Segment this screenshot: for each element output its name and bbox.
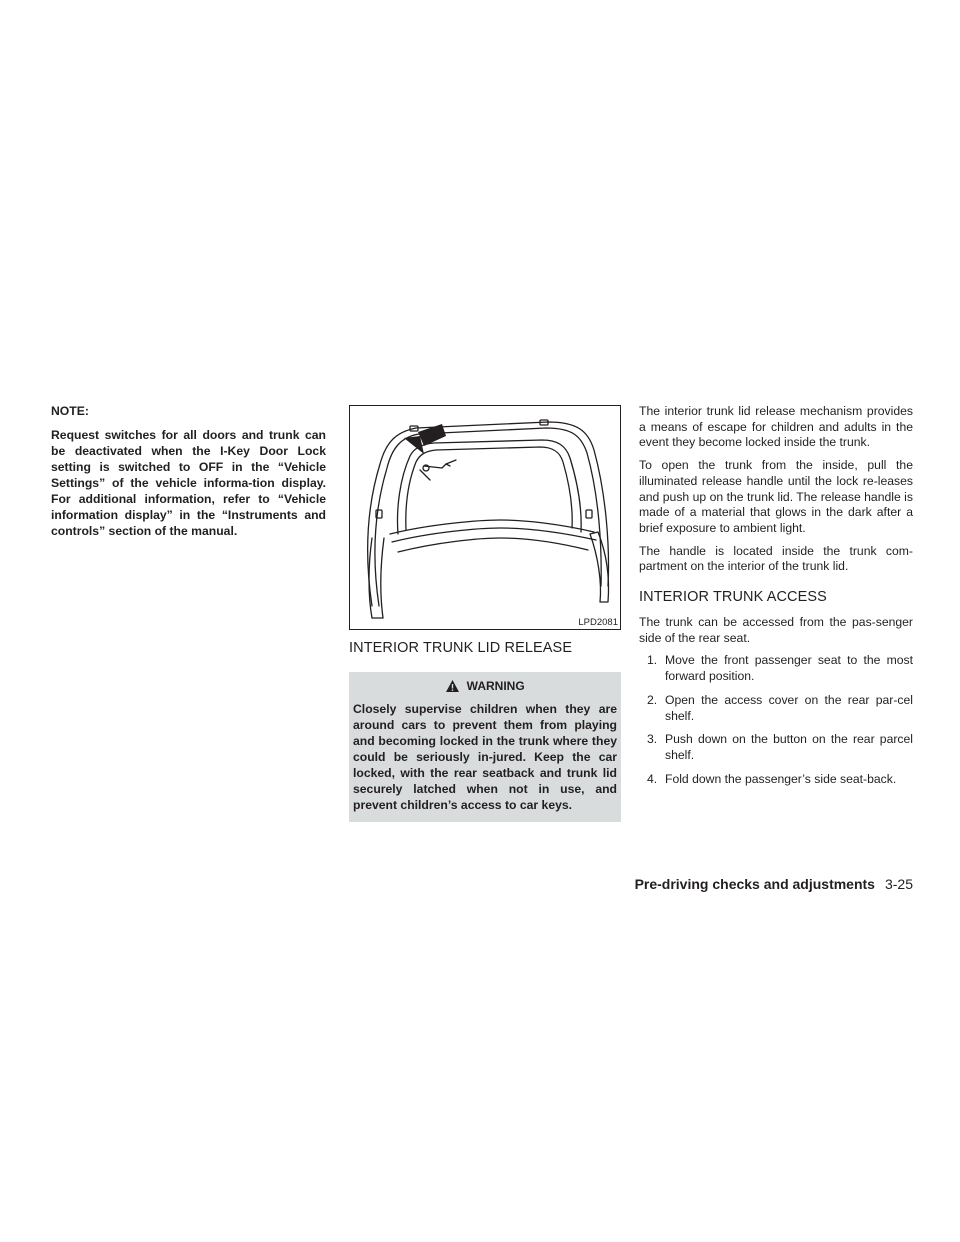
- paragraph-trunk-access-intro: The trunk can be accessed from the pas-senger side of the rear seat.: [639, 615, 913, 645]
- step-number: 4.: [647, 771, 658, 786]
- step-number: 3.: [647, 732, 658, 747]
- page-number: 3-25: [884, 876, 913, 892]
- middle-column: [349, 405, 621, 822]
- note-body: Request switches for all doors and trunk can be deactivated when the I-Key Door Lock setting is switched to OFF in the “Vehicle Settings” of the vehicle informa-tion display. For additional information, refer to “Vehicle information display” in the “Instruments and controls” section of the manual.: [51, 428, 326, 538]
- trunk-lid-figure: [349, 405, 621, 630]
- warning-label: WARNING: [466, 679, 525, 693]
- list-item: [639, 693, 913, 724]
- access-steps-list: [639, 653, 913, 787]
- list-item: [639, 732, 913, 763]
- right-column: [639, 404, 913, 795]
- note-block: [51, 404, 326, 539]
- step-number: 2.: [647, 692, 658, 707]
- warning-text: Closely supervise children when they are around cars to prevent them from playing and becoming locked in the trunk where they could be seriously in-jured. Keep the car locked, with the rear seatback and trunk lid securely latched when not in use, and prevent children’s access to car keys.: [353, 702, 617, 812]
- paragraph-handle-location: The handle is located inside the trunk com-partment on the interior of the trunk lid.: [639, 543, 913, 574]
- list-item: [639, 653, 913, 684]
- paragraph-open-trunk: To open the trunk from the inside, pull the illuminated release handle until the lock re-leases and push up on the trunk lid. The release handle is made of a material that glows in the dark after a brief exposure to ambient light.: [639, 458, 913, 535]
- list-item: [639, 772, 913, 788]
- warning-header: [353, 679, 617, 693]
- footer-section-title: Pre-driving checks and adjustments: [634, 876, 875, 892]
- figure-code: LPD2081: [578, 617, 618, 628]
- warning-triangle-icon: [445, 679, 460, 693]
- section-heading-trunk-lid-release: INTERIOR TRUNK LID RELEASE: [349, 640, 573, 656]
- section-heading-trunk-access: INTERIOR TRUNK ACCESS: [639, 589, 827, 606]
- paragraph-release-mechanism: The interior trunk lid release mechanism provides a means of escape for children and adults in the event they become locked inside the trunk.: [639, 404, 913, 450]
- step-number: 1.: [647, 653, 658, 668]
- step-text: Move the front passenger seat to the most forward position.: [665, 653, 913, 684]
- warning-box: [349, 672, 621, 822]
- page-footer: [635, 876, 913, 892]
- step-text: Fold down the passenger’s side seat-back.: [665, 771, 897, 786]
- step-text: Push down on the button on the rear parcel shelf.: [665, 732, 913, 762]
- note-title: NOTE:: [51, 404, 89, 418]
- trunk-lid-illustration: [350, 406, 620, 629]
- step-text: Open the access cover on the rear par-cel shelf.: [665, 692, 913, 723]
